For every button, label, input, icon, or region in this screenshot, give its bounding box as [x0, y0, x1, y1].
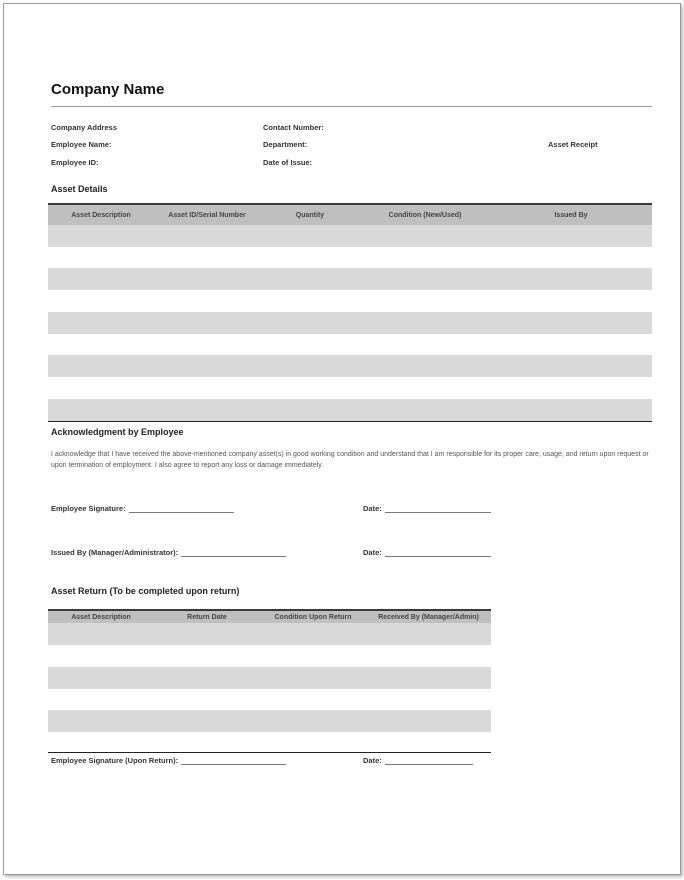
table-row[interactable]	[48, 710, 491, 732]
return-signature-label: Employee Signature (Upon Return):	[51, 756, 179, 765]
table-row[interactable]	[48, 377, 652, 399]
date-blank[interactable]	[385, 756, 473, 765]
column-header: Condition (New/Used)	[388, 211, 462, 219]
issued-by-label: Issued By (Manager/Administrator):	[51, 548, 179, 557]
column-header: Asset Description	[71, 211, 131, 219]
date-blank[interactable]	[385, 504, 491, 513]
column-header: Received By (Manager/Admin)	[378, 613, 479, 621]
column-header: Asset Description	[71, 613, 131, 621]
table-row[interactable]	[48, 645, 491, 667]
table-bottom-border	[48, 752, 491, 753]
employee-signature-date-field[interactable]	[363, 504, 491, 513]
signature-blank[interactable]	[181, 756, 286, 765]
asset-details-title: Asset Details	[51, 184, 108, 194]
table-row[interactable]	[48, 225, 652, 247]
date-label: Date:	[363, 756, 382, 765]
table-row[interactable]	[48, 268, 652, 290]
date-label: Date:	[363, 548, 382, 557]
acknowledgment-text: I acknowledge that I have received the above-mentioned company asset(s) in good working condition and understand that I am responsible for its proper care, usage, and return upon request or upon termination of employment. I also agree to report any loss or damage immediately.	[51, 451, 649, 469]
column-header: Quantity	[295, 211, 325, 219]
department-label: Department:	[263, 140, 308, 149]
company-address-label: Company Address	[51, 123, 117, 132]
date-of-issue-label: Date of Issue:	[263, 158, 313, 167]
table-row[interactable]	[48, 247, 652, 268]
table-row[interactable]	[48, 623, 491, 645]
contact-number-label: Contact Number:	[263, 123, 324, 132]
employee-id-label: Employee ID:	[51, 158, 99, 167]
company-name: Company Name	[51, 81, 165, 98]
return-signature-field[interactable]	[51, 756, 286, 765]
asset-return-title: Asset Return (To be completed upon return)	[51, 586, 240, 596]
column-header: Asset ID/Serial Number	[168, 211, 246, 219]
table-row[interactable]	[48, 290, 652, 312]
column-header: Condition Upon Return	[274, 613, 352, 621]
acknowledgment-title: Acknowledgment by Employee	[51, 427, 184, 437]
asset-receipt-label: Asset Receipt	[548, 140, 598, 149]
table-row[interactable]	[48, 732, 491, 752]
signature-blank[interactable]	[129, 504, 234, 513]
column-header: Return Date	[187, 613, 227, 621]
document-page	[3, 3, 681, 875]
table-bottom-border	[48, 421, 652, 422]
title-divider	[51, 106, 652, 107]
table-row[interactable]	[48, 334, 652, 355]
table-row[interactable]	[48, 689, 491, 710]
employee-signature-label: Employee Signature:	[51, 504, 126, 513]
employee-name-label: Employee Name:	[51, 140, 112, 149]
asset-details-header	[48, 203, 652, 225]
employee-signature-field[interactable]	[51, 504, 234, 513]
table-row[interactable]	[48, 312, 652, 334]
issued-by-date-field[interactable]	[363, 548, 491, 557]
table-row[interactable]	[48, 399, 652, 421]
return-date-field[interactable]	[363, 756, 473, 765]
signature-blank[interactable]	[181, 548, 286, 557]
issued-by-field[interactable]	[51, 548, 286, 557]
date-label: Date:	[363, 504, 382, 513]
table-row[interactable]	[48, 355, 652, 377]
column-header: Issued By	[554, 211, 588, 219]
asset-return-header	[48, 609, 491, 623]
table-row[interactable]	[48, 667, 491, 689]
date-blank[interactable]	[385, 548, 491, 557]
